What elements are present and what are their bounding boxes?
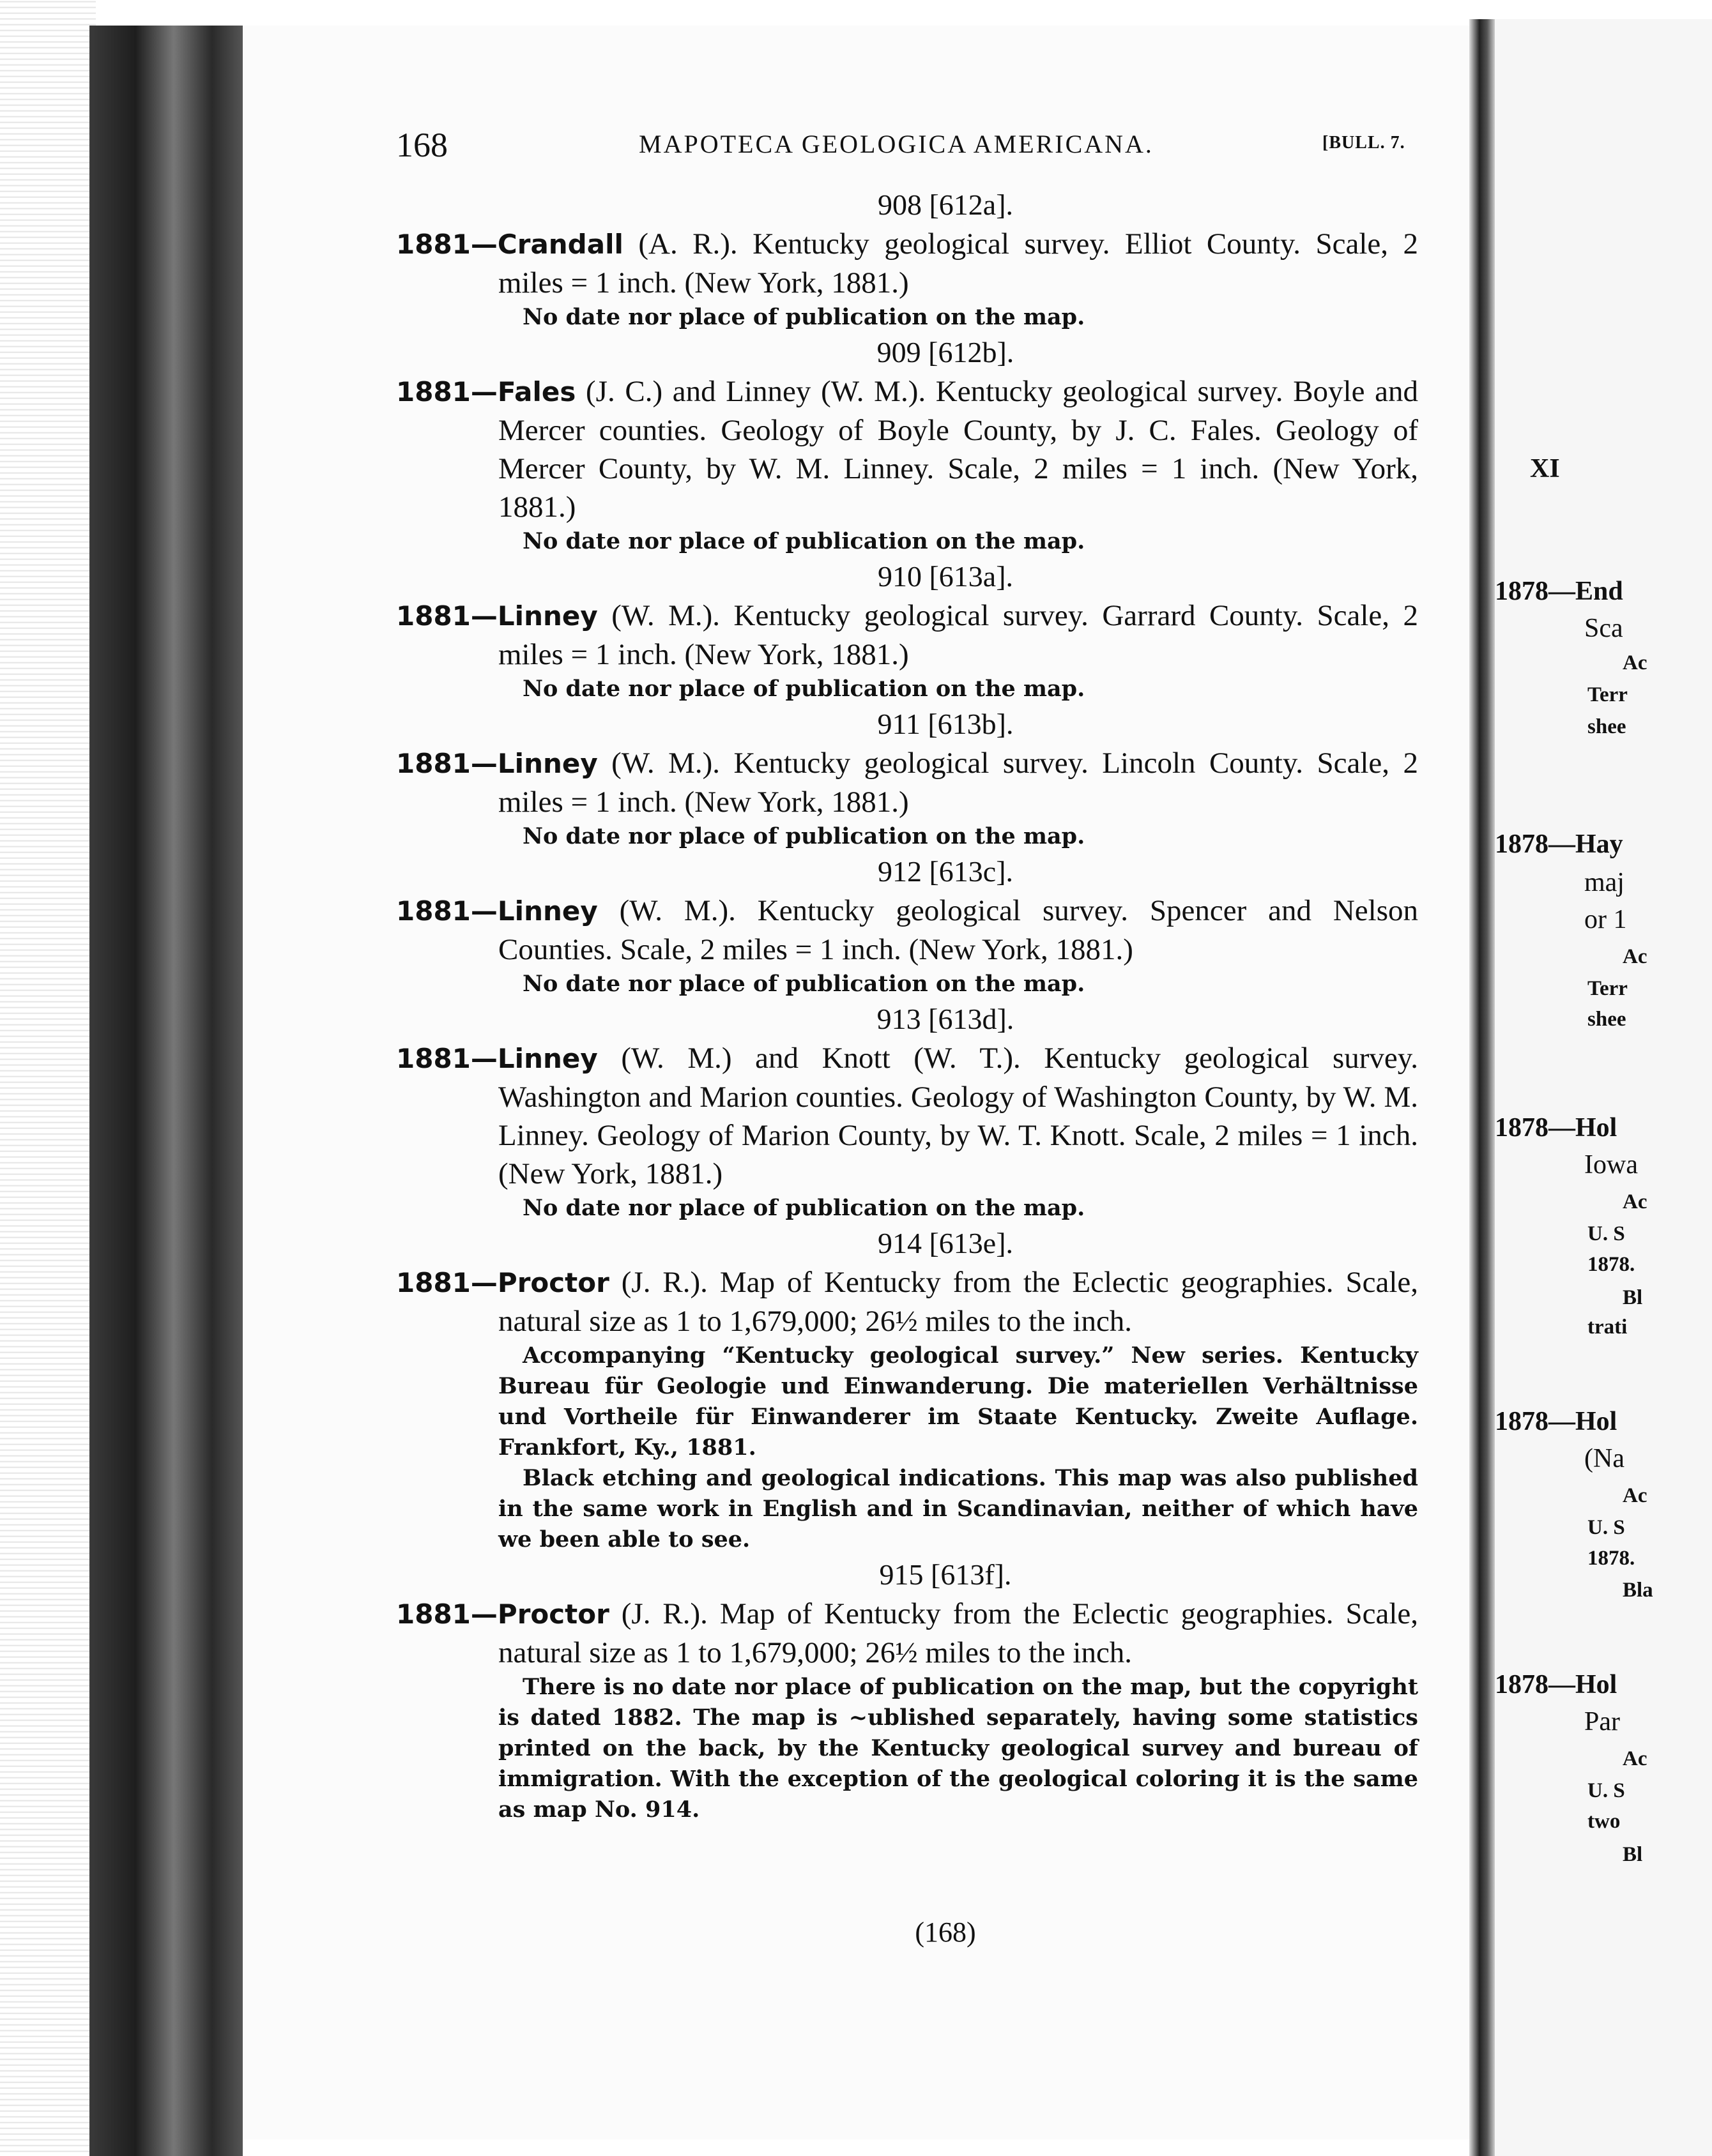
facing-page-fragment: two (1587, 1810, 1621, 1833)
entry-author: Linney (497, 1043, 598, 1074)
entry-number: 915 [613f]. (879, 1558, 1012, 1591)
facing-page-fragment: Bla (1623, 1579, 1653, 1602)
facing-page-fragment: Terr (1587, 683, 1628, 706)
entry-note: No date nor place of publication on the map. (523, 823, 1085, 849)
entry-number: 912 [613c]. (877, 855, 1014, 888)
catalog-entry (396, 852, 1418, 999)
entry-citation-text: (J. R.). Map of Kentucky from the Eclectic geographies. Scale, natural size as 1 to 1,679,000; 26½ miles to the inch. (498, 1597, 1418, 1669)
entry-author: Fales (497, 376, 576, 407)
bulletin-label: [BULL. 7. (1322, 133, 1405, 153)
facing-page-fragment: shee (1587, 715, 1626, 738)
entry-citation (396, 892, 1418, 969)
entry-year: 1881— (396, 748, 498, 779)
entry-year: 1881— (396, 1043, 498, 1074)
entry-year: 1881— (396, 600, 498, 632)
page-number: 168 (396, 126, 448, 164)
entry-citation-text: (J. C.) and Linney (W. M.). Kentucky geological survey. Boyle and Mercer counties. Geology of Boyle County, by J. C. Fales. Geology of Mercer County, by W. M. Linney. Scale, 2 miles = 1 inch. (New York, 1881.) (498, 375, 1418, 524)
facing-page-fragment: or 1 (1584, 905, 1627, 934)
entry-citation-text: (W. M.). Kentucky geological survey. Spencer and Nelson Counties. Scale, 2 miles = 1 inch. (New York, 1881.) (498, 894, 1418, 966)
entry-note: No date nor place of publication on the map. (523, 304, 1085, 330)
facing-page-fragment: 1878—Hay (1495, 830, 1623, 859)
entry-citation-text: (W. M.). Kentucky geological survey. Garrard County. Scale, 2 miles = 1 inch. (New York, 1881.) (498, 599, 1418, 671)
facing-page-fragment: 1878. (1587, 1547, 1635, 1570)
facing-page-fragment: 1878. (1587, 1253, 1635, 1276)
entry-citation (396, 744, 1418, 821)
entry-citation (396, 372, 1418, 526)
entry-note: No date nor place of publication on the map. (523, 676, 1085, 702)
entry-number: 914 [613e]. (877, 1227, 1014, 1259)
entry-note: There is no date nor place of publication on the map, but the copyright is dated 1882. The map is ~ublished separately, having some statistics printed on the back, by the Kentucky geological survey and bureau of immigration. With the exception of the geological coloring it is the same as map No. 914. (498, 1674, 1418, 1823)
facing-page-fragment: Ac (1623, 1190, 1647, 1213)
entry-citation (396, 1039, 1418, 1193)
catalog-entry (396, 185, 1418, 333)
entry-note: Black etching and geological indications. This map was also published in the same work in English and in Scandinavian, neither of which have we been able to see. (498, 1465, 1418, 1552)
facing-page-fragment: (Na (1584, 1444, 1624, 1473)
facing-page-fragment: 1878—End (1495, 577, 1623, 606)
facing-page-fragment: Bl (1623, 1286, 1643, 1309)
entry-citation-text: (A. R.). Kentucky geological survey. Elliot County. Scale, 2 miles = 1 inch. (New York, 1881.) (498, 227, 1418, 300)
entry-author: Linney (497, 600, 598, 632)
footer-page-number: (168) (915, 1917, 976, 1948)
facing-page-fragment: trati (1587, 1316, 1628, 1339)
entry-note: No date nor place of publication on the map. (523, 1195, 1085, 1221)
entry-author: Linney (497, 748, 598, 779)
facing-page-fragment: Ac (1623, 945, 1647, 968)
running-header (396, 125, 1418, 170)
entry-number: 908 [612a]. (877, 188, 1014, 221)
facing-page-fragment: Ac (1623, 651, 1647, 674)
entry-note: No date nor place of publication on the map. (523, 528, 1085, 554)
entry-number: 911 [613b]. (877, 708, 1014, 740)
entry-author: Linney (497, 895, 598, 927)
entry-number: 913 [613d]. (876, 1003, 1014, 1035)
entry-number: 909 [612b]. (876, 336, 1014, 368)
facing-page-fragment: U. S (1587, 1222, 1625, 1245)
catalog-entry (396, 333, 1418, 557)
facing-page (1495, 19, 1712, 2156)
facing-page-fragment: XI (1530, 454, 1560, 483)
entry-year: 1881— (396, 895, 498, 927)
entry-year: 1881— (396, 1598, 498, 1630)
facing-page-fragment: U. S (1587, 1516, 1625, 1539)
catalog-entry (396, 704, 1418, 852)
facing-page-fragment: Bl (1623, 1843, 1643, 1866)
facing-page-fragment: 1878—Hol (1495, 1670, 1617, 1699)
facing-page-fragment: maj (1584, 868, 1624, 897)
page-edges (0, 0, 96, 2156)
facing-page-fragment: shee (1587, 1008, 1626, 1031)
catalog-entry (396, 557, 1418, 704)
catalog-entry (396, 1224, 1418, 1555)
entry-citation (396, 1595, 1418, 1672)
facing-page-fragment: Ac (1623, 1484, 1647, 1507)
facing-page-fragment: Sca (1584, 614, 1623, 643)
entry-citation-text: (W. M.). Kentucky geological survey. Lincoln County. Scale, 2 miles = 1 inch. (New York, 1881.) (498, 747, 1418, 819)
entry-number: 910 [613a]. (877, 560, 1014, 593)
catalog-entry (396, 999, 1418, 1224)
catalog-entry (396, 1555, 1418, 1825)
book-gutter (1469, 19, 1495, 2156)
facing-page-fragment: Terr (1587, 977, 1628, 1000)
entry-citation-text: (J. R.). Map of Kentucky from the Eclectic geographies. Scale, natural size as 1 to 1,679,000; 26½ miles to the inch. (498, 1266, 1418, 1338)
book-spine (89, 26, 243, 2156)
entry-year: 1881— (396, 1267, 498, 1298)
entry-year: 1881— (396, 229, 498, 260)
facing-page-fragment: Iowa (1584, 1150, 1638, 1180)
entry-author: Crandall (497, 229, 623, 260)
facing-page-fragment: 1878—Hol (1495, 1407, 1617, 1436)
facing-page-fragment: 1878—Hol (1495, 1113, 1617, 1143)
entry-citation (396, 596, 1418, 674)
entry-note: No date nor place of publication on the map. (523, 971, 1085, 997)
entry-author: Proctor (497, 1598, 609, 1630)
entry-author: Proctor (497, 1267, 609, 1298)
facing-page-fragment: U. S (1587, 1779, 1625, 1802)
entry-citation (396, 1263, 1418, 1340)
catalog-entries (396, 185, 1418, 1825)
entry-year: 1881— (396, 376, 498, 407)
entry-note: Accompanying “Kentucky geological survey.” New series. Kentucky Bureau für Geologie und Einwanderung. Die materiellen Verhältnisse und Vortheile für Einwanderer im Staate Kentucky. Zweite Auflage. Frankfort, Ky., 1881. (498, 1342, 1418, 1461)
entry-citation (396, 225, 1418, 302)
facing-page-fragment: Par (1584, 1707, 1620, 1736)
running-title: MAPOTECA GEOLOGICA AMERICANA. (639, 130, 1154, 158)
facing-page-fragment: Ac (1623, 1747, 1647, 1770)
entry-citation-text: (W. M.) and Knott (W. T.). Kentucky geological survey. Washington and Marion counties. Geology of Washington County, by W. M. Linney. Geology of Marion County, by W. T. Knott. Scale, 2 miles = 1 inch. (New York, 1881.) (498, 1042, 1418, 1190)
